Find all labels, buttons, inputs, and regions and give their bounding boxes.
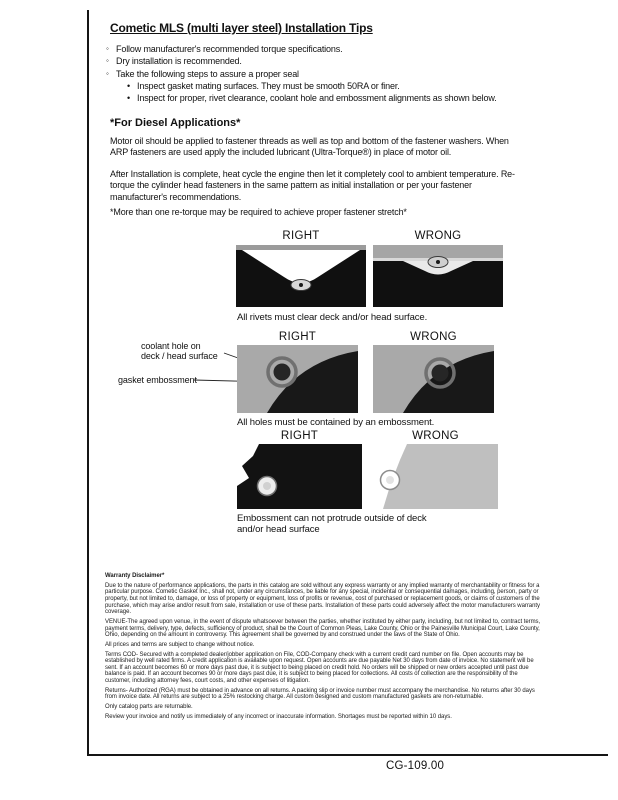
row3-right-label: RIGHT <box>280 430 319 442</box>
left-border-rule <box>87 10 89 755</box>
gasket-embossment-label: gasket embossment <box>118 375 197 385</box>
diesel-applications-heading: *For Diesel Applications* <box>110 117 241 129</box>
embossment-protrusion-right-diagram <box>237 444 362 509</box>
warranty-paragraph: VENUE-The agreed upon venue, in the event of dispute whatsoever between the parties, whether instituted by either party, including, but not limited to, contract terms, payment terms, delivery, type, defects, sufficiency of product, shall be the Court of Common Pleas, Lake County, Ohio or the Painesville Municipal Court, Lake County, Ohio, depending on the amount in controversy. This agreement shall be governed by and construed under the laws of the State of Ohio. <box>105 618 541 639</box>
open-bullet-icon: ◦ <box>106 68 109 78</box>
page-title: Cometic MLS (multi layer steel) Installation Tips <box>110 21 373 35</box>
list-item <box>106 43 600 55</box>
row2-right-label: RIGHT <box>278 331 317 343</box>
bottom-border-rule <box>87 754 608 756</box>
list-item <box>127 80 600 92</box>
tip-text: Follow manufacturer's recommended torque specifications. <box>116 44 343 54</box>
open-bullet-icon: ◦ <box>106 56 109 66</box>
row3-caption-line1: Embossment can not protrude outside of deck <box>237 513 427 524</box>
warranty-paragraph: Review your invoice and notify us immediately of any incorrect or inaccurate information. Shortages must be reported within 10 days. <box>105 714 452 720</box>
row1-wrong-label: WRONG <box>414 230 462 242</box>
row1-right-label: RIGHT <box>282 230 320 242</box>
warranty-paragraph: Terms COD- Secured with a completed dealer/jobber application on File, COD-Company check with a current credit card number on file. Open accounts may be established by well rated firms. A credit application is available upon request. Open accounts are due payable Net 30 days from date of invoice. No statement will be sent. If an account becomes 60 or more days past due, it is subject to being placed on credit hold. No orders will be shipped or new orders accepted until past due balance is paid. If an account becomes 90 or more days past due, it is subject to being placed for collections. All costs of collection are the responsibility of the customer, including attorney fees, court costs, and other expenses of litigation. <box>105 651 534 685</box>
row3-wrong-label: WRONG <box>412 430 459 442</box>
warranty-paragraph: Due to the nature of performance applications, the parts in this catalog are sold without any express warranty or any implied warranty of merchantability or fitness for a particular purpose. Cometic Gasket Inc., shall not, under any circumstances, be liable for any special, incidental or consequential damages, including, person, party or property, but not limited to, damage, or loss of property or equipment, loss of profits or revenue, cost of purchased or replacement goods, or claims of customers of the purchase, which may arise and/or result from sale, installation or use of these parts. Installation of these parts could adversely affect the motor manufacturers warranty coverage. <box>105 582 540 616</box>
row3-caption-line2: and/or head surface <box>237 524 320 535</box>
row2-wrong-label: WRONG <box>410 331 457 343</box>
warranty-paragraph: Only catalog parts are returnable. <box>105 704 193 711</box>
rivet-clearance-wrong-diagram <box>373 245 503 307</box>
embossment-containment-right-diagram <box>237 345 358 413</box>
rivet-clearance-right-diagram <box>236 245 366 307</box>
row2-caption: All holes must be contained by an embossment. <box>237 417 435 428</box>
tip-text: Inspect for proper, rivet clearance, coolant hole and embossment alignments as shown below. <box>137 93 497 104</box>
tip-text: Dry installation is recommended. <box>116 56 242 67</box>
installation-tips-list <box>106 43 600 104</box>
row3-caption <box>237 513 452 535</box>
tip-text: Take the following steps to assure a proper seal <box>116 68 299 79</box>
warranty-paragraph: Returns- Authorized (RGA) must be obtained in advance on all returns. A packing slip or invoice number must accompany the merchandise. No returns after 30 days from invoice date. All returns are subject to a 25% restocking charge. All custom designed and custom manufactured gaskets are non-returnable. <box>105 687 535 701</box>
retorque-note: *More than one re-torque may be required to achieve proper fastener stretch* <box>110 207 407 217</box>
filled-bullet-icon: • <box>127 93 131 104</box>
list-item <box>106 55 600 67</box>
warranty-paragraph: All prices and terms are subject to change without notice. <box>105 641 255 648</box>
warranty-heading: Warranty Disclaimer* <box>105 573 165 579</box>
coolant-hole-label-line1: coolant hole on <box>141 341 201 351</box>
coolant-hole-label-line2: deck / head surface <box>141 351 218 361</box>
embossment-protrusion-wrong-diagram <box>373 444 498 509</box>
embossment-containment-wrong-diagram <box>373 345 494 413</box>
page-code: CG-109.00 <box>386 760 445 772</box>
list-item <box>106 68 600 80</box>
list-item <box>127 92 600 104</box>
diesel-paragraph-2: After Installation is complete, heat cycle the engine then let it completely cool to ambient temperature. Re-torque the cylinder head fasteners in the same pattern as initial installation or per your fastener manufacturer's recommendations. <box>110 169 515 202</box>
row1-caption: All rivets must clear deck and/or head surface. <box>237 312 428 323</box>
warranty-disclaimer-section <box>105 573 542 724</box>
filled-bullet-icon: • <box>127 80 131 91</box>
tip-text: Inspect gasket mating surfaces. They must be smooth 50RA or finer. <box>137 80 400 91</box>
open-bullet-icon: ◦ <box>106 44 109 53</box>
diesel-paragraph-1: Motor oil should be applied to fastener threads as well as top and bottom of the fastener washers. When ARP fasteners are used apply the included lubricant (Ultra-Torque®) in place of motor oil. <box>110 136 509 158</box>
